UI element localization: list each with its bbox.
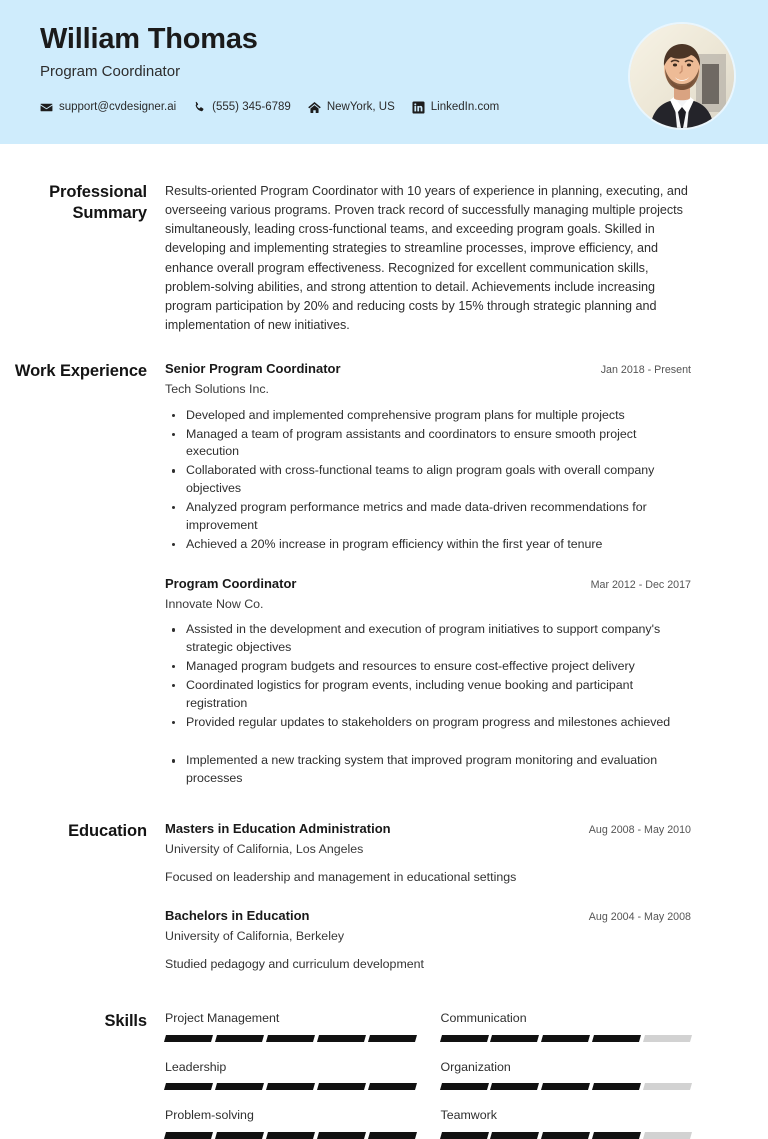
list-item: Provided regular updates to stakeholders on program progress and milestones achieved bbox=[165, 714, 691, 732]
education-note: Studied pedagogy and curriculum development bbox=[165, 956, 424, 971]
resume-header bbox=[0, 0, 768, 144]
skill-segment bbox=[643, 1083, 692, 1090]
skill-segment bbox=[439, 1132, 488, 1139]
skill-segment bbox=[164, 1083, 213, 1090]
contact-phone-text: (555) 345-6789 bbox=[212, 101, 291, 114]
education-date: Aug 2004 - May 2008 bbox=[588, 911, 691, 924]
list-item: Analyzed program performance metrics and made data-driven recommendations for improvement bbox=[165, 499, 691, 535]
skill-level-bar bbox=[165, 1083, 416, 1090]
skill-segment bbox=[368, 1132, 417, 1139]
skill-segment bbox=[592, 1035, 641, 1042]
work-role: Senior Program Coordinator bbox=[165, 361, 341, 377]
skill-segment bbox=[215, 1083, 264, 1090]
skill-name: Communication bbox=[440, 1011, 527, 1026]
list-item: Implemented a new tracking system that improved program monitoring and evaluation processes bbox=[165, 752, 691, 788]
work-entry-head bbox=[165, 576, 691, 593]
work-bullet-list bbox=[165, 621, 691, 788]
contact-location[interactable] bbox=[308, 101, 395, 114]
skill-level-bar bbox=[441, 1132, 692, 1139]
contact-email[interactable] bbox=[40, 101, 176, 114]
skill-segment bbox=[439, 1035, 488, 1042]
skill-segment bbox=[164, 1035, 213, 1042]
education-note: Focused on leadership and management in educational settings bbox=[165, 869, 517, 884]
education-degree: Masters in Education Administration bbox=[165, 821, 391, 837]
work-organization: Tech Solutions Inc. bbox=[165, 382, 270, 397]
skill-segment bbox=[643, 1035, 692, 1042]
skill-segment bbox=[317, 1035, 366, 1042]
skill-level-bar bbox=[441, 1083, 692, 1090]
list-item: Achieved a 20% increase in program efficiency within the first year of tenure bbox=[165, 536, 691, 554]
section-work-experience bbox=[0, 361, 730, 789]
contact-row bbox=[40, 101, 499, 114]
contact-phone[interactable] bbox=[193, 101, 291, 114]
skill-level-bar bbox=[441, 1035, 692, 1042]
work-entry bbox=[165, 576, 691, 789]
summary-text: Results-oriented Program Coordinator with 10 years of experience in planning, executing, and overseeing various programs. Proven track record of successfully managing multiple projects simultaneously, leading cross-functional teams, and exceeding program goals. Skilled in developing and implementing strategies to streamline processes, improve efficiency, and enhance overall program effectiveness. Recognized for excellent communication skills, problem-solving abilities, and strong attention to detail. Achievements include increasing program participation by 20% and reducing costs by 15% through strategic planning and implementation of new initiatives. bbox=[165, 184, 688, 332]
work-date: Mar 2012 - Dec 2017 bbox=[590, 578, 691, 591]
header-identity-block bbox=[40, 22, 499, 114]
work-entry bbox=[165, 361, 691, 554]
phone-icon bbox=[193, 101, 206, 114]
skill-level-bar bbox=[165, 1035, 416, 1042]
skill-segment bbox=[490, 1083, 539, 1090]
skill-segment bbox=[266, 1035, 315, 1042]
skill-segment bbox=[317, 1083, 366, 1090]
section-label-summary: Professional Summary bbox=[49, 183, 147, 222]
section-professional-summary bbox=[0, 182, 730, 335]
skill-item bbox=[165, 1108, 416, 1139]
skill-segment bbox=[266, 1132, 315, 1139]
skill-item bbox=[441, 1060, 692, 1091]
education-degree: Bachelors in Education bbox=[165, 908, 310, 924]
section-education bbox=[0, 821, 730, 973]
skill-segment bbox=[266, 1083, 315, 1090]
list-item: Collaborated with cross-functional teams to align program goals with overall company objectives bbox=[165, 462, 691, 498]
skills-grid bbox=[165, 1011, 691, 1139]
skill-segment bbox=[490, 1035, 539, 1042]
skill-segment bbox=[592, 1083, 641, 1090]
contact-location-text: NewYork, US bbox=[326, 101, 395, 114]
section-skills bbox=[0, 1011, 730, 1139]
skill-segment bbox=[368, 1083, 417, 1090]
skill-segment bbox=[368, 1035, 417, 1042]
skill-segment bbox=[541, 1083, 590, 1090]
skill-name: Project Management bbox=[165, 1011, 280, 1026]
skill-item bbox=[165, 1011, 416, 1042]
list-item: Assisted in the development and execution of program initiatives to support company's strategic objectives bbox=[165, 621, 691, 657]
list-item: Coordinated logistics for program events, including venue booking and participant registration bbox=[165, 677, 691, 713]
header-job-title: Program Coordinator bbox=[40, 62, 181, 80]
skill-segment bbox=[592, 1132, 641, 1139]
skill-item bbox=[441, 1011, 692, 1042]
skill-name: Leadership bbox=[165, 1059, 227, 1074]
skill-level-bar bbox=[165, 1132, 416, 1139]
skill-item bbox=[441, 1108, 692, 1139]
skill-name: Teamwork bbox=[440, 1108, 497, 1123]
skills-content bbox=[165, 1011, 730, 1139]
work-date: Jan 2018 - Present bbox=[600, 364, 691, 377]
section-label-skills: Skills bbox=[104, 1012, 147, 1031]
list-item: Managed a team of program assistants and coordinators to ensure smooth project execution bbox=[165, 426, 691, 462]
home-icon bbox=[308, 101, 321, 114]
skill-segment bbox=[439, 1083, 488, 1090]
list-item: Developed and implemented comprehensive program plans for multiple projects bbox=[165, 407, 691, 425]
skill-name: Organization bbox=[440, 1059, 511, 1074]
work-entry-head bbox=[165, 361, 691, 378]
skill-segment bbox=[490, 1132, 539, 1139]
contact-linkedin-text: LinkedIn.com bbox=[430, 101, 500, 114]
list-item: Managed program budgets and resources to ensure cost-effective project delivery bbox=[165, 658, 691, 676]
section-label-work: Work Experience bbox=[14, 362, 147, 381]
education-content bbox=[165, 821, 730, 973]
page-title: William Thomas bbox=[40, 23, 258, 55]
skill-name: Problem-solving bbox=[165, 1108, 254, 1123]
education-school: University of California, Los Angeles bbox=[165, 842, 364, 857]
section-label-education: Education bbox=[68, 822, 147, 841]
summary-content bbox=[165, 182, 730, 335]
avatar bbox=[630, 24, 734, 128]
resume-body bbox=[0, 182, 768, 1139]
envelope-icon bbox=[40, 101, 53, 114]
education-entry bbox=[165, 908, 691, 973]
skill-segment bbox=[317, 1132, 366, 1139]
skill-segment bbox=[541, 1132, 590, 1139]
work-organization: Innovate Now Co. bbox=[165, 596, 264, 611]
skill-item bbox=[165, 1060, 416, 1091]
education-entry-head bbox=[165, 908, 691, 925]
skill-segment bbox=[541, 1035, 590, 1042]
education-school: University of California, Berkeley bbox=[165, 929, 345, 943]
contact-linkedin[interactable] bbox=[412, 101, 499, 114]
work-role: Program Coordinator bbox=[165, 575, 297, 591]
skill-segment bbox=[215, 1132, 264, 1139]
linkedin-icon bbox=[412, 101, 425, 114]
education-entry-head bbox=[165, 821, 691, 838]
work-bullet-list bbox=[165, 407, 691, 554]
education-entry bbox=[165, 821, 691, 886]
education-date: Aug 2008 - May 2010 bbox=[588, 824, 691, 837]
skill-segment bbox=[164, 1132, 213, 1139]
skill-segment bbox=[215, 1035, 264, 1042]
work-content bbox=[165, 361, 730, 789]
skill-segment bbox=[643, 1132, 692, 1139]
contact-email-text: support@cvdesigner.ai bbox=[59, 101, 177, 114]
